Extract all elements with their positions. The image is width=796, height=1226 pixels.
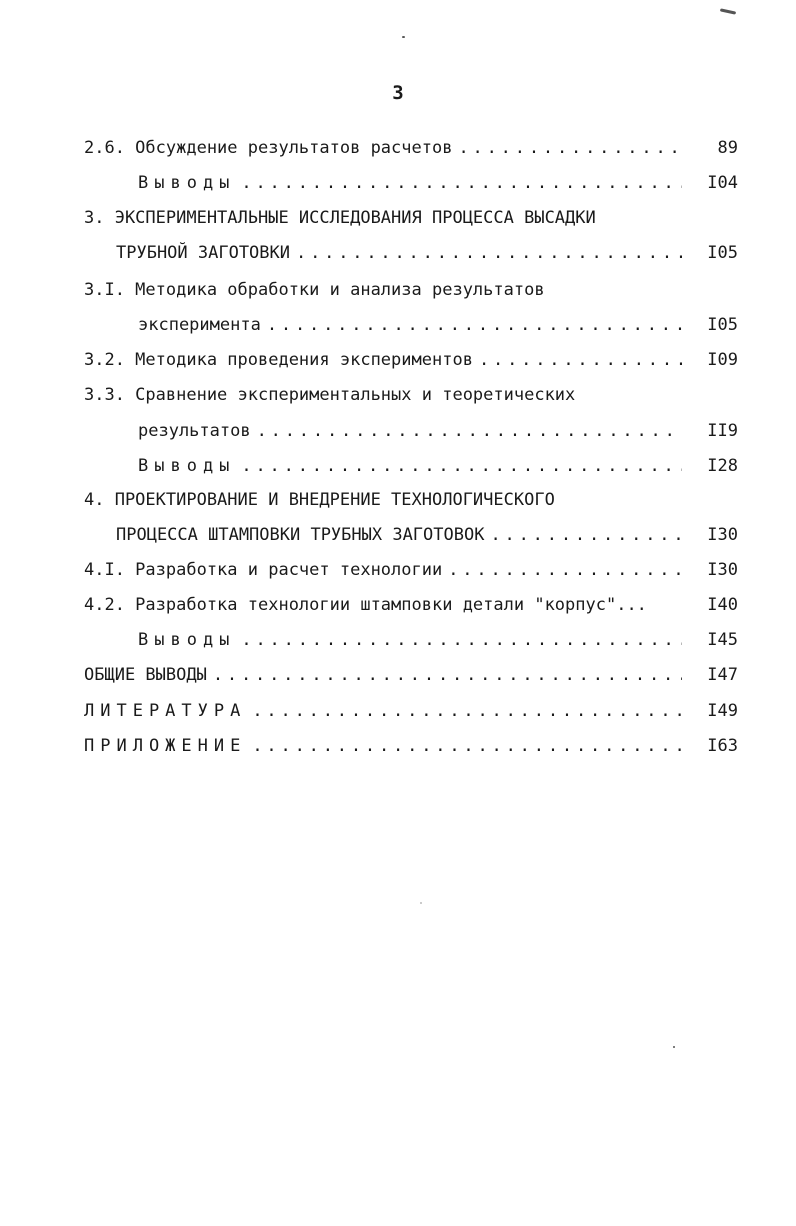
toc-entry-chapter-3 (84, 205, 682, 231)
page-number: 3 (392, 82, 404, 104)
toc-entry-general-conclusions (84, 662, 682, 688)
toc-entry-text: ПРОЦЕССА ШТАМПОВКИ ТРУБНЫХ ЗАГОТОВОК (116, 525, 485, 545)
toc-entry-page: I28 (707, 456, 738, 476)
toc-entry-page: I45 (707, 630, 738, 650)
toc-entry-text: ЛИТЕРАТУРА (84, 701, 247, 721)
toc-entry-chapter-4 (84, 487, 682, 513)
toc-entry-text: 3.3. Сравнение экспериментальных и теоретических (84, 385, 576, 405)
toc-entry-page: I40 (707, 595, 738, 615)
toc-entry-text: эксперимента (138, 315, 261, 335)
toc-entry-text: 3. ЭКСПЕРИМЕНТАЛЬНЫЕ ИССЛЕДОВАНИЯ ПРОЦЕССА ВЫСАДКИ (84, 208, 596, 228)
toc-entry-page: I05 (707, 315, 738, 335)
scan-speck (420, 902, 422, 904)
toc-entry-3-3 (84, 382, 682, 408)
dot-leader (241, 170, 682, 196)
dot-leader (241, 453, 682, 479)
toc-entry-page: I09 (707, 350, 738, 370)
toc-entry-chapter-3-cont (116, 240, 682, 266)
toc-entry-text: ТРУБНОЙ ЗАГОТОВКИ (116, 243, 290, 263)
toc-entry-text: 3.I. Методика обработки и анализа результатов (84, 280, 545, 300)
toc-entry-page: I30 (707, 560, 738, 580)
toc-entry-conclusions-3 (138, 453, 682, 479)
toc-entry-text: ОБЩИЕ ВЫВОДЫ (84, 665, 207, 685)
toc-entry-page: 89 (717, 138, 738, 158)
toc-entry-text: 4. ПРОЕКТИРОВАНИЕ И ВНЕДРЕНИЕ ТЕХНОЛОГИЧЕСКОГО (84, 490, 555, 510)
dot-leader (458, 135, 682, 161)
toc-entry-page: I63 (707, 736, 738, 756)
scan-speck (402, 36, 405, 38)
dot-leader (490, 522, 682, 548)
dot-leader (257, 418, 682, 444)
toc-entry-text: 4.I. Разработка и расчет технологии (84, 560, 443, 580)
dot-leader (448, 557, 682, 583)
toc-entry-page: I49 (707, 701, 738, 721)
dot-leader (267, 312, 682, 338)
toc-entry-text: Выводы (138, 630, 236, 650)
toc-entry-text: 4.2. Разработка технологии штамповки детали "корпус"... (84, 595, 647, 615)
toc-entry-3-1 (84, 277, 682, 303)
dot-leader (479, 347, 682, 373)
toc-entry-page: II9 (707, 421, 738, 441)
dot-leader (252, 698, 682, 724)
dot-leader (252, 733, 682, 759)
toc-entry-4-1 (84, 557, 682, 583)
toc-entry-text: 2.6. Обсуждение результатов расчетов (84, 138, 453, 158)
toc-entry-conclusions-4 (138, 627, 682, 653)
toc-entry-text: Выводы (138, 456, 236, 476)
toc-entry-3-1-cont (138, 312, 682, 338)
toc-entry-page: I30 (707, 525, 738, 545)
toc-entry-page: I04 (707, 173, 738, 193)
toc-entry-3-2 (84, 347, 682, 373)
toc-entry-text: ПРИЛОЖЕНИЕ (84, 736, 247, 756)
toc-entry-2-6 (84, 135, 682, 161)
toc-entry-4-2 (84, 592, 682, 618)
toc-entry-conclusions-2 (138, 170, 682, 196)
dot-leader (241, 627, 682, 653)
toc-entry-literature (84, 698, 682, 724)
scan-speck (673, 1046, 675, 1048)
toc-entry-text: Выводы (138, 173, 236, 193)
dot-leader (296, 240, 682, 266)
toc-entry-3-3-cont (138, 418, 682, 444)
dot-leader (213, 662, 682, 688)
toc-entry-text: результатов (138, 421, 251, 441)
toc-entry-chapter-4-cont (116, 522, 682, 548)
toc-entry-page: I05 (707, 243, 738, 263)
toc-entry-page: I47 (707, 665, 738, 685)
toc-entry-appendix (84, 733, 682, 759)
toc-entry-text: 3.2. Методика проведения экспериментов (84, 350, 473, 370)
